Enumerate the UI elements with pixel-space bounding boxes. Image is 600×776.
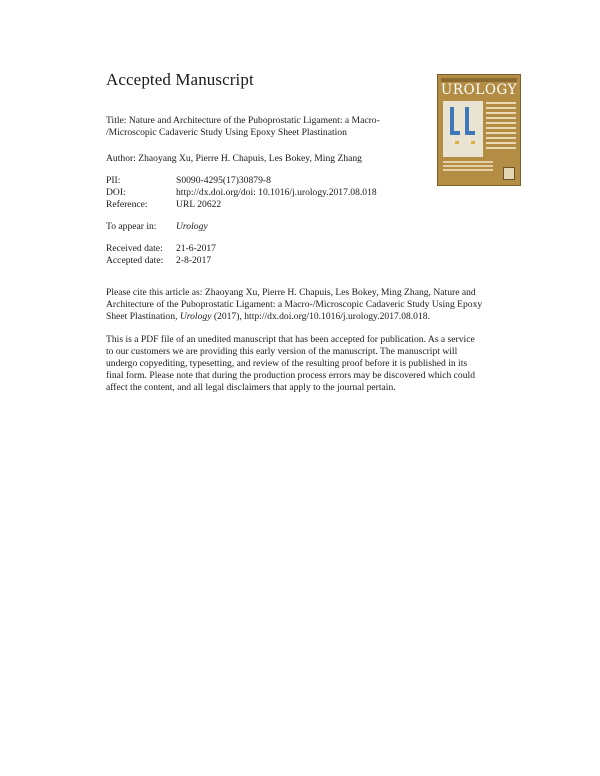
reference-value: URL 20622 bbox=[176, 199, 222, 210]
pii-value: S0090-4295(17)30879-8 bbox=[176, 175, 271, 186]
citation-line: Architecture of the Puboprostatic Ligament: a Macro-/Microscopic Cadaveric Study Using Epoxy bbox=[106, 299, 483, 310]
pii-label: PII: bbox=[106, 175, 121, 186]
disclaimer-line: undergo copyediting, typesetting, and review of the resulting proof before it is published in its bbox=[106, 358, 468, 369]
citation-line: Please cite this article as: Zhaoyang Xu, Pierre H. Chapuis, Les Bokey, Ming Zhang, Nature and bbox=[106, 287, 476, 298]
disclaimer-line: to our customers we are providing this early version of the manuscript. The manuscript will bbox=[106, 346, 458, 357]
appear-in-label: To appear in: bbox=[106, 221, 157, 232]
citation-line bbox=[106, 311, 482, 323]
cover-figure-bar bbox=[465, 131, 475, 135]
disclaimer-line: final form. Please note that during the production process errors may be discovered which could bbox=[106, 370, 475, 381]
doi-value[interactable]: http://dx.doi.org/doi: 10.1016/j.urology.2017.08.018 bbox=[176, 187, 377, 198]
citation-text: Sheet Plastination, bbox=[106, 311, 180, 322]
cover-journal-title: UROLOGY bbox=[440, 82, 518, 98]
journal-cover-image bbox=[437, 74, 521, 186]
citation-journal: Urology bbox=[179, 311, 212, 322]
citation-paragraph bbox=[106, 287, 482, 323]
doi-label: DOI: bbox=[106, 187, 126, 198]
cover-footer-lines bbox=[443, 161, 493, 173]
received-value: 21-6-2017 bbox=[176, 243, 216, 254]
disclaimer-line: This is a PDF file of an unedited manuscript that has been accepted for publication. As a service bbox=[106, 334, 475, 345]
cover-contents-lines bbox=[486, 102, 516, 157]
article-title bbox=[106, 115, 380, 139]
publisher-logo-icon bbox=[503, 167, 515, 180]
cover-figure-dot bbox=[471, 141, 475, 144]
disclaimer-paragraph bbox=[106, 334, 475, 394]
cover-figure-bar bbox=[450, 131, 460, 135]
accepted-label: Accepted date: bbox=[106, 255, 164, 266]
received-label: Received date: bbox=[106, 243, 163, 254]
authors-text: Author: Zhaoyang Xu, Pierre H. Chapuis, Les Bokey, Ming Zhang bbox=[106, 153, 362, 164]
accepted-value: 2-8-2017 bbox=[176, 255, 212, 266]
cover-figure-bar bbox=[450, 107, 454, 131]
article-title-line: Title: Nature and Architecture of the Puboprostatic Ligament: a Macro- bbox=[106, 115, 380, 126]
author-line bbox=[106, 153, 362, 165]
journal-name: Urology bbox=[176, 221, 208, 232]
article-title-line: /Microscopic Cadaveric Study Using Epoxy Sheet Plastination bbox=[106, 127, 347, 138]
cover-figure-bar bbox=[465, 107, 469, 131]
reference-label: Reference: bbox=[106, 199, 148, 210]
cover-figure bbox=[443, 101, 483, 157]
page-heading: Accepted Manuscript bbox=[106, 70, 254, 89]
citation-doi[interactable]: (2017), http://dx.doi.org/10.1016/j.urology.2017.08.018. bbox=[211, 311, 430, 322]
disclaimer-line: affect the content, and all legal disclaimers that apply to the journal pertain. bbox=[106, 382, 396, 393]
cover-figure-dot bbox=[455, 141, 459, 144]
